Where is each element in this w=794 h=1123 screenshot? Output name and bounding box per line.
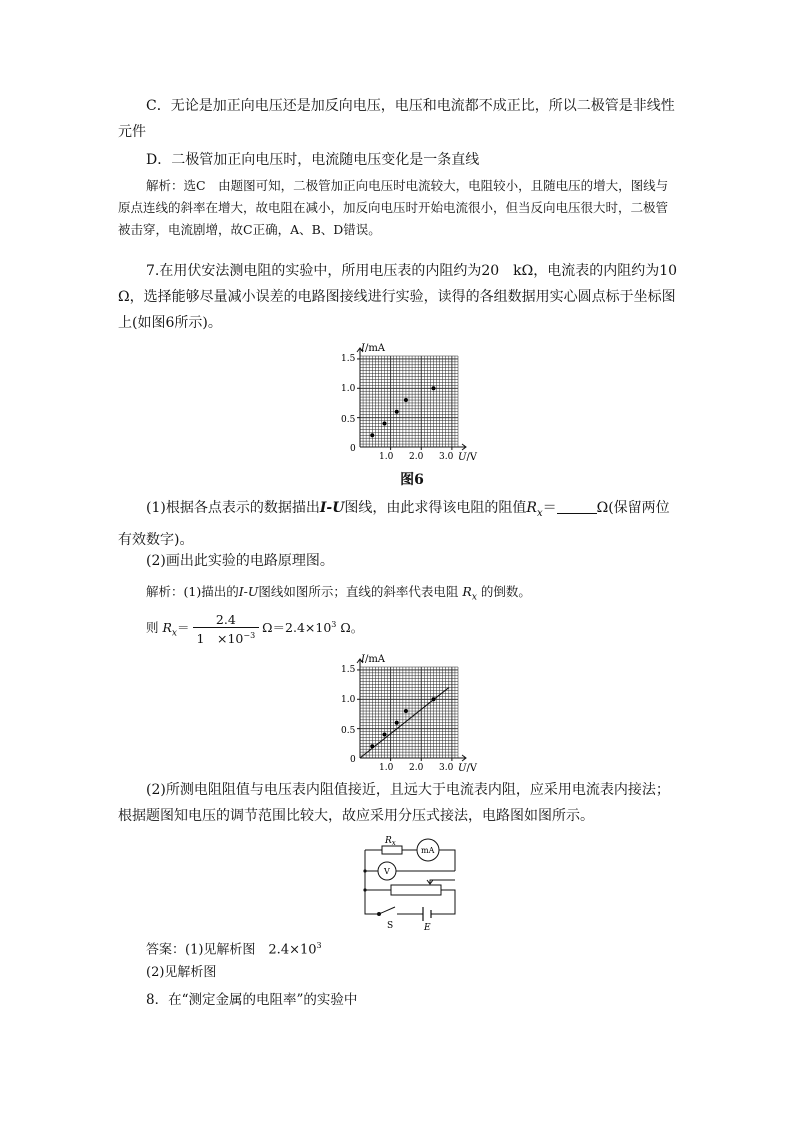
sol-text-b: 图线如图所示；直线的斜率代表电阻	[258, 584, 459, 599]
calc-rx-sub: x	[171, 628, 177, 639]
graph-2-xtick-2.0: 2.0	[409, 763, 424, 773]
data-point	[383, 733, 387, 737]
answer-line-1	[118, 933, 678, 963]
analysis-q6: 解析：选C 由题图可知，二极管加正向电压时电流较大，电阻较小，且随电压的增大，图线与原点连线的斜率在增大，故电阻在减小，加反向电压时开始电流很小，但当反向电压很大时，二极管被击穿，电流剧增，故C正确，A、B、D错误。	[118, 178, 669, 237]
graph-1-y-label: I/mA	[361, 343, 386, 354]
switch-icon	[379, 907, 415, 914]
option-d	[118, 147, 678, 173]
data-point	[404, 398, 408, 402]
battery-icon	[423, 907, 431, 921]
rheostat-slider	[427, 880, 455, 884]
resistor-label: $R_x$	[385, 836, 396, 847]
graph-1-xtick-2.0: 2.0	[409, 452, 424, 462]
solution-line-1	[118, 581, 678, 609]
solution-paragraph-2: (2)所测电阻阻值与电压表内阻值接近，且远大于电流表内阻，应采用电流表内接法；根据题图知电压的调节范围比较大，故应采用分压式接法，电路图如图所示。	[118, 782, 670, 824]
junction-dot	[363, 869, 366, 872]
answer-text: 答案：(1)见解析图 2.4×10	[146, 942, 317, 958]
answer-blank[interactable]	[557, 499, 597, 514]
graph-1-xtick-3.0: 3.0	[439, 452, 454, 462]
option-c-text: 无论是加正向电压还是加反向电压，电压和电流都不成正比，所以二极管是非线性元件	[118, 98, 675, 140]
graph-1-ytick-1.5: 1.5	[341, 354, 356, 364]
calc-fraction	[193, 612, 260, 646]
graph-2-xtick-3.0: 3.0	[439, 763, 454, 773]
sub1-equals: ＝	[542, 500, 557, 516]
graph-2-ytick-1.5: 1.5	[341, 665, 356, 675]
circuit-diagram	[355, 833, 465, 933]
fraction-denominator	[193, 628, 260, 646]
figure-6-caption: 图6	[400, 472, 424, 488]
calc-equals: ＝	[177, 620, 190, 636]
data-point	[370, 433, 374, 437]
sol-iu: I-U	[238, 584, 259, 599]
graph-2-ytick-1.0: 1.0	[341, 695, 356, 705]
calc-result: Ω＝2.4×10	[262, 620, 332, 636]
data-point	[432, 697, 436, 701]
source-label: E	[424, 923, 431, 933]
x-axis	[360, 755, 466, 761]
sub1-text-a: (1)根据各点表示的数据描出	[146, 500, 320, 516]
junction-dot	[363, 888, 366, 891]
graph-2-y-label: I/mA	[361, 654, 386, 665]
option-c-prefix: C．	[146, 98, 171, 114]
resistor-rx	[382, 846, 402, 854]
sub1-iu: I-U	[319, 500, 345, 516]
sol-rx-sub: x	[471, 592, 477, 603]
sol-text-a: 解析：(1)描出的	[146, 584, 239, 599]
option-c	[118, 93, 678, 145]
sub1-rx-sub: x	[536, 507, 543, 519]
sub1-rx: R	[526, 500, 537, 516]
rheostat	[391, 885, 441, 895]
sub1-text-d: Ω(保留两位有效数字)。	[118, 500, 670, 548]
voltmeter-label: V	[384, 867, 390, 876]
calc-prefix: 则	[146, 620, 159, 636]
answer-line-2: (2)见解析图	[146, 965, 217, 980]
graph-1-ytick-1.0: 1.0	[341, 384, 356, 394]
data-point	[395, 410, 399, 414]
graph-2-origin: 0	[350, 755, 356, 765]
calc-result-exp: 3	[331, 620, 337, 629]
data-point	[404, 709, 408, 713]
graph-1-x-label: U/V	[458, 452, 478, 463]
fraction-numerator: 2.4	[193, 612, 260, 628]
switch-pivot	[378, 913, 381, 916]
switch-label: S	[387, 921, 394, 931]
denominator-exp: −3	[243, 630, 256, 640]
question-7-stem: 7.在用伏安法测电阻的实验中，所用电压表的内阻约为20 kΩ，电流表的内阻约为10 Ω，选择能够尽量减小误差的电路图接线进行实验，读得的各组数据用实心圆点标于坐标图上(如图6所示)。	[118, 263, 678, 331]
option-d-text: 二极管加正向电压时，电流随电压变化是一条直线	[171, 152, 480, 168]
question-8-stem: 8．在“测定金属的电阻率”的实验中	[146, 992, 358, 1008]
calc-result-unit: Ω。	[336, 620, 364, 636]
data-point	[432, 386, 436, 390]
question-7-sub-2: (2)画出此实验的电路原理图。	[146, 553, 334, 569]
graph-1-origin: 0	[350, 444, 356, 454]
ammeter-label: mA	[421, 846, 435, 855]
solution-graph	[332, 647, 492, 777]
graph-2-xtick-1.0: 1.0	[379, 763, 394, 773]
solution-calculation	[118, 607, 678, 652]
x-axis	[360, 444, 466, 450]
graph-1-ytick-0.5: 0.5	[341, 415, 356, 425]
graph-2-x-label: U/V	[458, 763, 478, 774]
figure-6-graph	[332, 336, 492, 466]
sol-text-c: 的倒数。	[480, 584, 531, 599]
data-point	[370, 744, 374, 748]
sub1-text-b: 图线，由此求得该电阻的阻值	[344, 500, 527, 516]
data-point	[383, 422, 387, 426]
graph-2-ytick-0.5: 0.5	[341, 726, 356, 736]
question-7-sub-1	[118, 495, 678, 553]
answer-exp: 3	[316, 941, 322, 950]
sol-rx: R	[462, 584, 472, 599]
option-d-prefix: D．	[146, 152, 172, 168]
graph-1-xtick-1.0: 1.0	[379, 452, 394, 462]
denominator-base: 1 ×10	[196, 630, 244, 646]
data-point	[395, 721, 399, 725]
calc-rx: R	[162, 620, 172, 636]
